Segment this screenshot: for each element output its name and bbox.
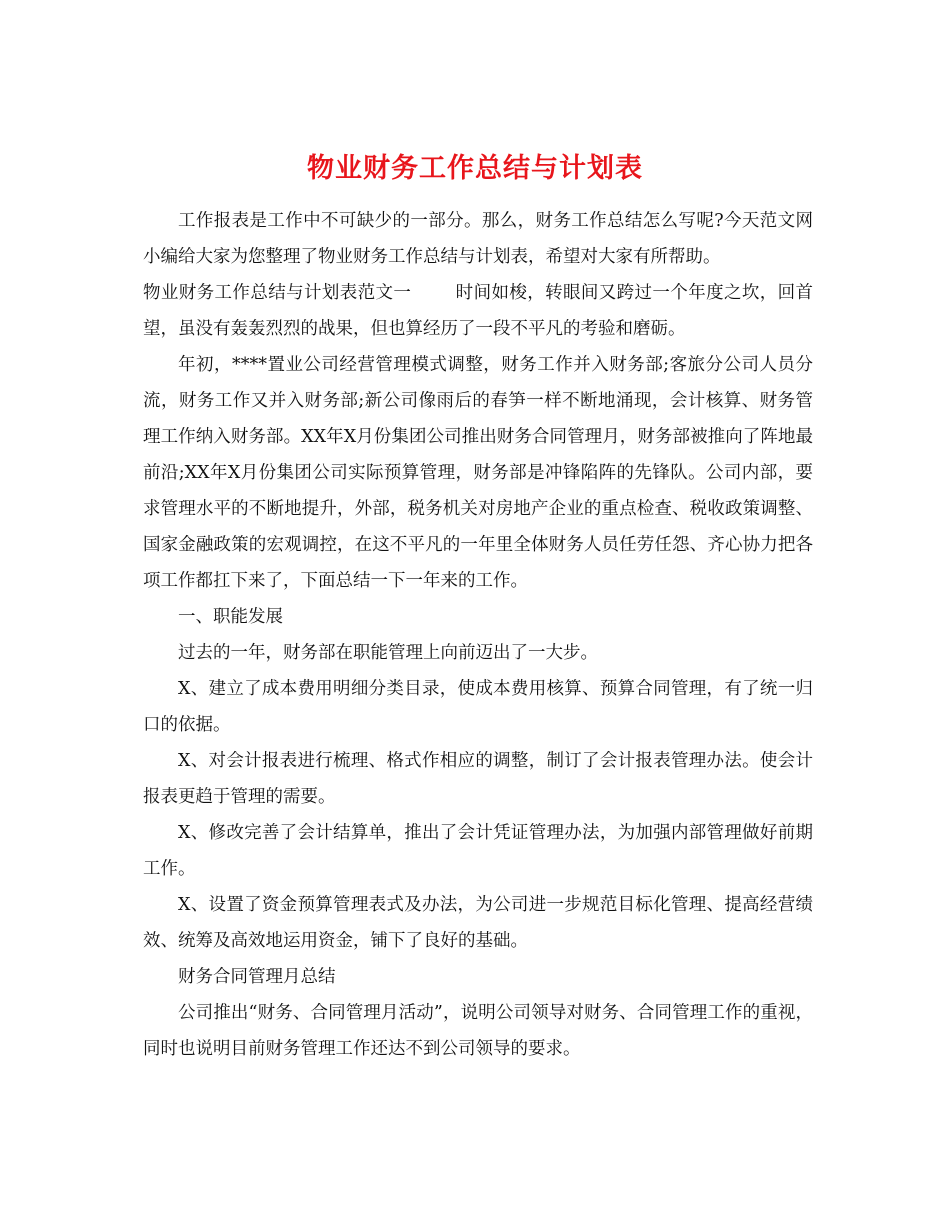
section-heading-functions: 一、职能发展 bbox=[178, 607, 283, 627]
sample-heading: 物业财务工作总结与计划表范文一 bbox=[143, 283, 412, 303]
paragraph-contract-month: 公司推出“财务、合同管理月活动”，说明公司领导对财务、合同管理工作的重视，同时也说明目前财务管理工作还达不到公司领导的要求。 bbox=[143, 1003, 813, 1059]
section-heading-contract-month: 财务合同管理月总结 bbox=[178, 967, 336, 987]
list-item-cost-catalog: X、建立了成本费用明细分类目录，使成本费用核算、预算合同管理，有了统一归口的依据。 bbox=[143, 679, 813, 735]
sample-opening-text: 时间如梭，转眼间又跨过一个年度之坎，回首望，虽没有轰轰烈烈的战果，但也算经历了一段不平凡的考验和磨砺。 bbox=[143, 283, 814, 339]
paragraph-year-overview: 年初，****置业公司经营管理模式调整，财务工作并入财务部;客旅分公司人员分流，财务工作又并入财务部;新公司像雨后的春笋一样不断地涌现，会计核算、财务管理工作纳入财务部。XX年X月份集团公司推出财务合同管理月，财务部被推向了阵地最前沿;XX年X月份集团公司实际预算管理，财务部是冲锋陷阵的先锋队。公司内部，要求管理水平的不断地提升，外部，税务机关对房地产企业的重点检查、税收政策调整、国家金融政策的宏观调控，在这不平凡的一年里全体财务人员任劳任怨、齐心协力把各项工作都扛下来了，下面总结一下一年来的工作。 bbox=[143, 355, 813, 591]
list-item-settlement: X、修改完善了会计结算单，推出了会计凭证管理办法，为加强内部管理做好前期工作。 bbox=[143, 823, 813, 879]
paragraph-sample-one bbox=[143, 275, 813, 347]
document-body bbox=[143, 203, 813, 1067]
paragraph-functions-intro: 过去的一年，财务部在职能管理上向前迈出了一大步。 bbox=[178, 643, 598, 663]
document-title: 物业财务工作总结与计划表 bbox=[307, 153, 643, 185]
list-item-fund-budget: X、设置了资金预算管理表式及办法，为公司进一步规范目标化管理、提高经营绩效、统筹及高效地运用资金，铺下了良好的基础。 bbox=[143, 895, 813, 951]
list-item-report-format: X、对会计报表进行梳理、格式作相应的调整，制订了会计报表管理办法。使会计报表更趋于管理的需要。 bbox=[143, 751, 813, 807]
paragraph-intro: 工作报表是工作中不可缺少的一部分。那么，财务工作总结怎么写呢?今天范文网小编给大家为您整理了物业财务工作总结与计划表，希望对大家有所帮助。 bbox=[143, 211, 813, 267]
